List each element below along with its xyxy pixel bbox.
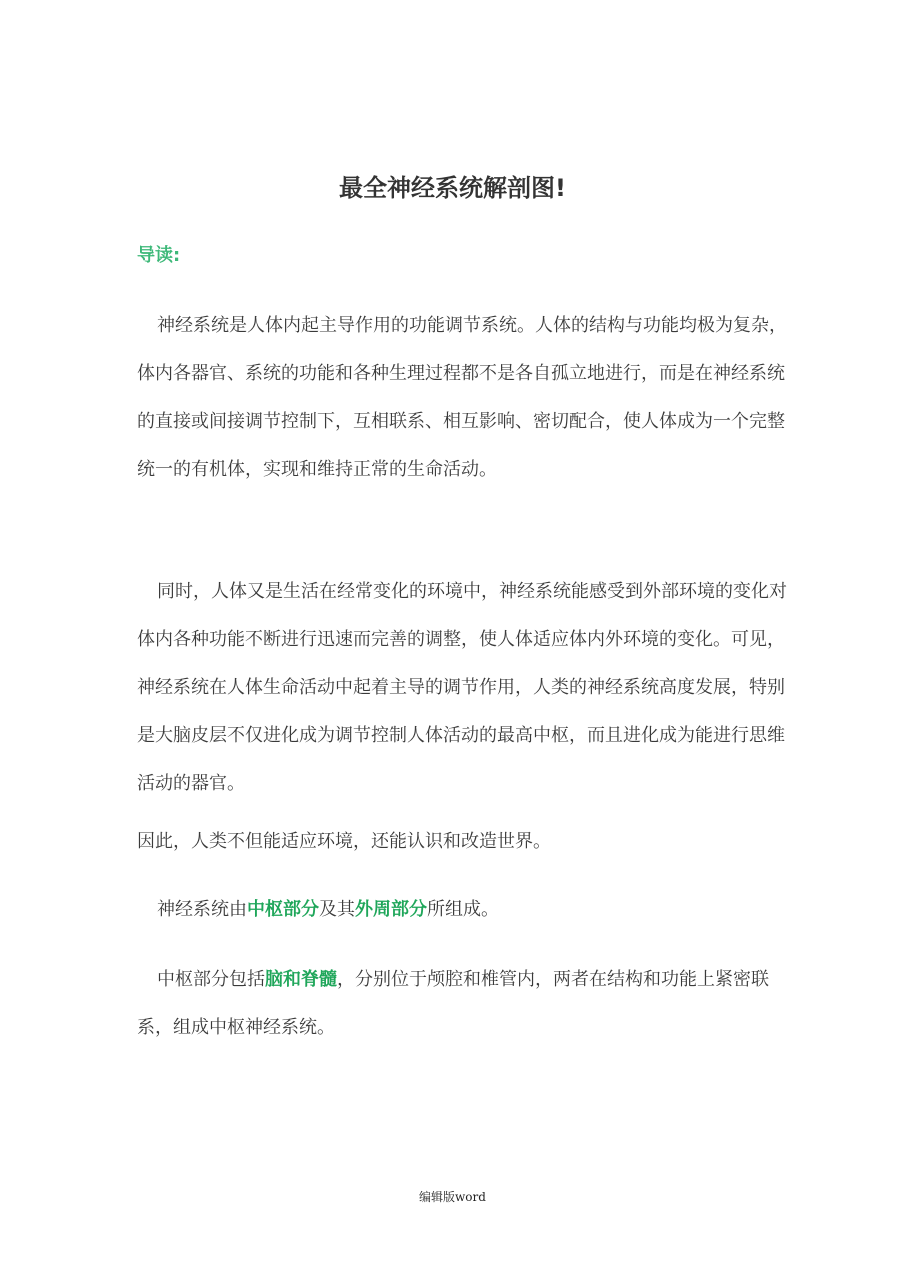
paragraph-5-text-a: 中枢部分包括 (157, 969, 265, 990)
page-title: 最全神经系统解剖图! (339, 174, 566, 202)
paragraph-5 (137, 956, 787, 1052)
paragraph-4 (137, 886, 787, 934)
paragraph-2 (137, 568, 787, 808)
paragraph-2-text: 同时，人体又是生活在经常变化的环境中，神经系统能感受到外部环境的变化对体内各种功能不断进行迅速而完善的调整，使人体适应体内外环境的变化。可见，神经系统在人体生命活动中起着主导的调节作用，人类的神经系统高度发展，特别是大脑皮层不仅进化成为调节控制人体活动的最高中枢，而且进化成为能进行思维活动的器官。 (137, 581, 787, 794)
lead-label: 导读: (137, 245, 181, 266)
footer-label: 编辑版word (419, 1190, 486, 1204)
paragraph-4-text-a: 神经系统由 (157, 899, 247, 920)
paragraph-3: 因此，人类不但能适应环境，还能认识和改造世界。 (137, 831, 551, 852)
highlight-peripheral-part: 外周部分 (355, 899, 427, 920)
paragraph-1 (137, 302, 787, 494)
highlight-brain-spinal-cord: 脑和脊髓 (265, 969, 337, 990)
paragraph-4-text-e: 所组成。 (427, 899, 499, 920)
paragraph-5-text-c: ，分别位于颅腔和椎管内，两者在结构和功能上紧密联系，组成中枢神经系统。 (137, 969, 769, 1038)
paragraph-1-text: 神经系统是人体内起主导作用的功能调节系统。人体的结构与功能均极为复杂，体内各器官、系统的功能和各种生理过程都不是各自孤立地进行，而是在神经系统的直接或间接调节控制下，互相联系、相互影响、密切配合，使人体成为一个完整统一的有机体，实现和维持正常的生命活动。 (137, 315, 787, 480)
highlight-central-part: 中枢部分 (247, 899, 319, 920)
paragraph-4-text-c: 及其 (319, 899, 355, 920)
